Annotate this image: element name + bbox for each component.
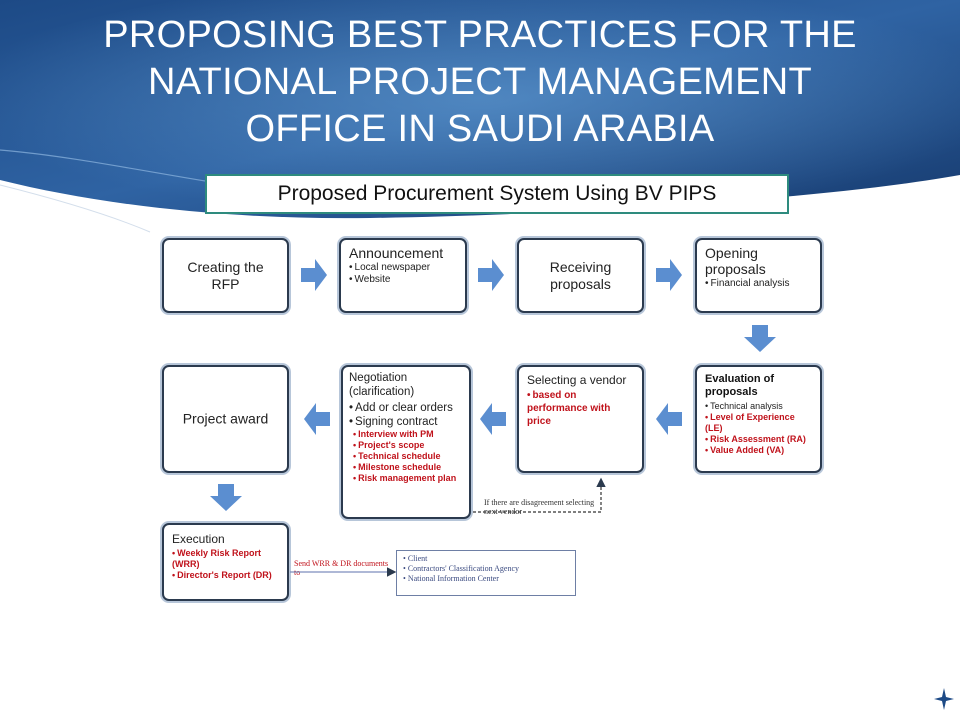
execution-item-1: • Weekly Risk Report (WRR) — [172, 548, 281, 570]
slide-title — [20, 12, 940, 153]
opening-head: Opening proposals — [705, 245, 766, 277]
evaluation-item-4: • Value Added (VA) — [705, 445, 814, 456]
evaluation-head: Evaluation of proposals — [705, 373, 775, 398]
box-receiving-proposals — [517, 238, 644, 313]
announcement-item-1: • Local newspaper — [349, 262, 459, 274]
negotiation-head: Negotiation (clarification) — [349, 372, 415, 398]
negotiation-sub-3: • Technical schedule — [349, 451, 463, 462]
recipient-1: • Client — [403, 554, 569, 564]
receiving-proposals-label: Receiving proposals — [549, 258, 612, 292]
negotiation-sub-2: • Project's scope — [349, 440, 463, 451]
opening-item-1: • Financial analysis — [705, 278, 814, 290]
selecting-item-1: • based on performance with price — [527, 389, 636, 428]
box-project-award — [162, 365, 289, 473]
arrow-right-1 — [301, 259, 327, 291]
negotiation-item-2: • Signing contract — [349, 415, 463, 429]
announcement-item-2: • Website — [349, 274, 459, 286]
negotiation-sub-4: • Milestone schedule — [349, 462, 463, 473]
arrow-left-2 — [480, 403, 506, 435]
arrow-right-2 — [478, 259, 504, 291]
box-execution — [162, 523, 289, 601]
title-line-2: NATIONAL PROJECT MANAGEMENT — [147, 61, 813, 103]
negotiation-sub-1: • Interview with PM — [349, 429, 463, 440]
box-negotiation — [341, 365, 471, 519]
arrow-down-1 — [744, 325, 776, 352]
execution-head: Execution — [172, 532, 225, 546]
project-award-label: Project award — [182, 410, 269, 427]
execution-item-2: • Director's Report (DR) — [172, 570, 281, 581]
slide-subtitle: Proposed Procurement System Using BV PIPS — [205, 174, 789, 214]
creating-rfp-label: Creating the RFP — [187, 258, 264, 292]
arrow-left-1 — [656, 403, 682, 435]
disagreement-note: If there are disagreement selecting next vendor — [484, 498, 595, 516]
title-line-1: PROPOSING BEST PRACTICES FOR THE — [103, 14, 857, 56]
evaluation-item-2: • Level of Experience (LE) — [705, 412, 814, 434]
negotiation-sub-5: • Risk management plan — [349, 473, 463, 484]
recipient-2: • Contractors' Classification Agency — [403, 564, 569, 574]
evaluation-item-3: • Risk Assessment (RA) — [705, 434, 814, 445]
box-creating-rfp — [162, 238, 289, 313]
selecting-head: Selecting a vendor — [527, 373, 627, 387]
box-selecting-vendor — [517, 365, 644, 473]
recipient-3: • National Information Center — [403, 574, 569, 584]
evaluation-item-1: • Technical analysis — [705, 401, 814, 412]
box-evaluation — [695, 365, 822, 473]
negotiation-item-1: • Add or clear orders — [349, 401, 463, 415]
title-line-3: OFFICE IN SAUDI ARABIA — [245, 108, 715, 150]
box-opening-proposals — [695, 238, 822, 313]
send-documents-note: Send WRR & DR documents to — [294, 559, 389, 577]
arrow-left-3 — [304, 403, 330, 435]
arrow-right-3 — [656, 259, 682, 291]
box-announcement — [339, 238, 467, 313]
announcement-head: Announcement — [349, 245, 444, 261]
star-logo-icon — [934, 688, 954, 710]
recipients-box — [396, 550, 576, 596]
arrow-down-2 — [210, 484, 242, 511]
